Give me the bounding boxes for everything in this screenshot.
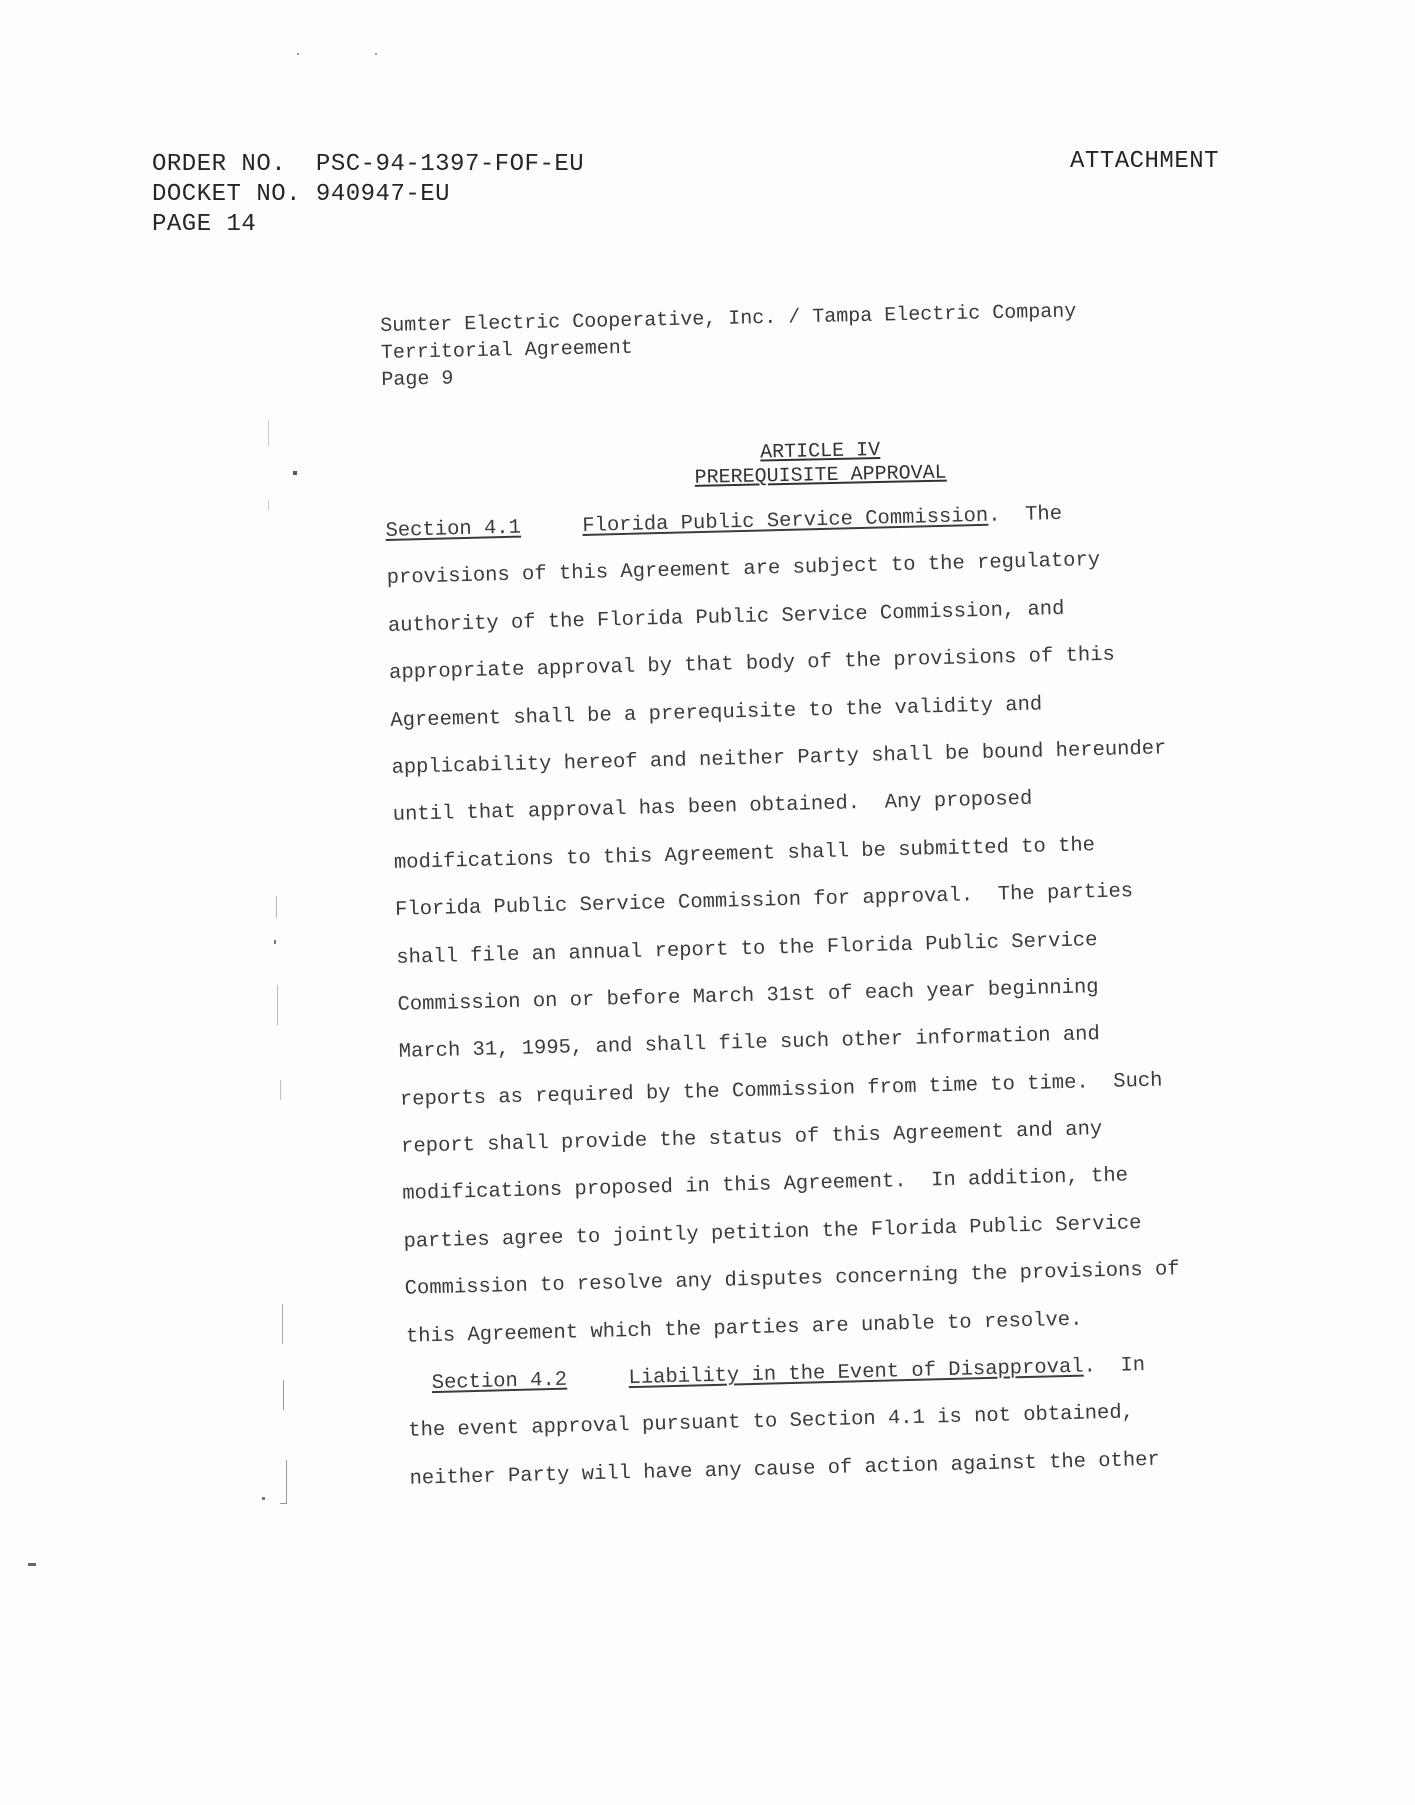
agreement-type: Territorial Agreement	[380, 336, 634, 365]
article-heading	[640, 436, 1001, 492]
section-4-1-lead: The	[1024, 502, 1063, 527]
section-4-2-number: Section 4.2	[431, 1368, 568, 1396]
section-4-1-title: Florida Public Service Commission	[582, 504, 989, 539]
article-number: ARTICLE IV	[759, 438, 881, 465]
agreement-page: Page 9	[381, 367, 454, 392]
section-4-1-line: applicability hereof and neither Party shall be bound hereunder	[391, 737, 1167, 780]
section-4-1-line: Florida Public Service Commission for approval. The parties	[394, 880, 1134, 922]
section-4-2-title: Liability in the Event of Disapproval	[628, 1355, 1084, 1391]
section-4-1-line: Commission on or before March 31st of each year beginning	[397, 976, 1099, 1017]
margin-line	[276, 896, 277, 918]
section-4-1-line: authority of the Florida Public Service Commission, and	[387, 597, 1065, 638]
section-4-1-line: report shall provide the status of this Agreement and any	[400, 1118, 1103, 1159]
order-header	[152, 150, 584, 240]
margin-line	[274, 940, 276, 944]
margin-line	[268, 500, 269, 510]
docket-number: DOCKET NO. 940947-EU	[152, 181, 451, 208]
margin-line	[282, 1304, 283, 1344]
scan-dot	[262, 1497, 265, 1500]
section-4-2-heading: Section 4.2 Liability in the Event of Disapproval. In	[431, 1354, 1146, 1396]
section-4-1-line: modifications proposed in this Agreement. In addition, the	[402, 1164, 1129, 1207]
margin-line	[280, 1503, 287, 1504]
section-4-1-line: shall file an annual report to the Florida Public Service	[396, 928, 1098, 970]
margin-line	[268, 420, 269, 446]
section-4-2-line: neither Party will have any cause of action against the other	[409, 1448, 1161, 1491]
section-4-1-line: March 31, 1995, and shall file such other information and	[398, 1023, 1101, 1065]
order-number: ORDER NO. PSC-94-1397-FOF-EU	[152, 151, 585, 178]
section-4-1-line: Commission to resolve any disputes concerning the provisions of	[404, 1258, 1180, 1301]
scan-dot	[297, 53, 299, 55]
agreement-header	[380, 298, 1078, 394]
article-body	[385, 487, 1250, 1503]
margin-line	[286, 1460, 287, 1504]
section-4-1-line: until that approval has been obtained. Any proposed	[392, 788, 1033, 828]
section-4-2-line: the event approval pursuant to Section 4.1 is not obtained,	[408, 1401, 1135, 1444]
section-4-1-heading: Section 4.1 Florida Public Service Commission. The	[385, 502, 1063, 543]
agreement-parties: Sumter Electric Cooperative, Inc. / Tampa Electric Company	[380, 300, 1077, 338]
section-4-2-lead: In	[1120, 1354, 1146, 1378]
section-4-1-line: provisions of this Agreement are subject to the regulatory	[386, 549, 1101, 591]
margin-line	[283, 1380, 284, 1410]
section-4-1-line: appropriate approval by that body of the provisions of this	[388, 643, 1116, 686]
scan-dot	[375, 53, 377, 55]
section-4-1-line: modifications to this Agreement shall be submitted to the	[393, 833, 1096, 875]
section-4-1-number: Section 4.1	[385, 516, 522, 543]
scan-dot	[293, 471, 297, 475]
page-number: PAGE 14	[152, 211, 257, 238]
section-4-1-line: parties agree to jointly petition the Florida Public Service	[403, 1211, 1142, 1254]
section-4-1-line: this Agreement which the parties are unable to resolve.	[405, 1308, 1083, 1349]
scan-dot	[28, 1563, 36, 1566]
section-4-1-line: Agreement shall be a prerequisite to the validity and	[390, 692, 1043, 733]
attachment-label: ATTACHMENT	[1070, 148, 1220, 175]
margin-line	[277, 985, 278, 1025]
margin-line	[280, 1080, 281, 1100]
article-title: PREREQUISITE APPROVAL	[694, 461, 947, 490]
section-4-1-line: reports as required by the Commission from time to time. Such	[399, 1069, 1163, 1112]
